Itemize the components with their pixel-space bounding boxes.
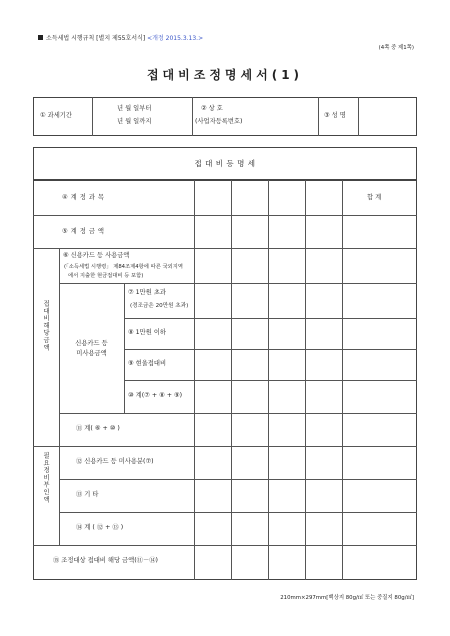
total-column-header: 합 계 <box>367 194 382 201</box>
card-unused-group-line1: 신용카드 등 <box>75 340 108 347</box>
name-label: ③ 성 명 <box>324 112 346 119</box>
page-count: (4쪽 중 제1쪽) <box>378 45 414 51</box>
business-number-label: (사업자등록번호) <box>195 118 243 125</box>
overseas-label: ⑨ 현울접대비 <box>128 360 167 367</box>
over-10k-label: ⑦ 1만원 초과 <box>128 289 166 296</box>
form-reference <box>38 35 203 42</box>
tax-year-label: ① 과세기간 <box>40 112 72 119</box>
card-unused-group-line2: 미사용금액 <box>76 350 107 357</box>
applicable-amount-side-label: 접대비해당금액 <box>42 300 49 352</box>
total-11-label: ⑪ 계( ⑥ + ⑩ ) <box>76 425 120 432</box>
account-title: ④ 계 정 과 목 <box>62 194 105 201</box>
card-usage-amount: ⑥ 신용카드 등 사용금액 <box>63 252 130 259</box>
subtotal-label: ⑩ 계(⑦ + ⑧ + ⑨) <box>128 392 183 399</box>
account-amount: ⑤ 계 정 금 액 <box>62 228 105 235</box>
card-unused-label: ⑫ 신용카드 등 미사용분(⑦) <box>76 458 154 465</box>
paper-spec-footer: 210mm×297mm[백상지 80g/㎡ 또는 중질지 80g/㎡] <box>280 595 414 601</box>
period-to[interactable]: 년 월 일까지 <box>117 118 152 125</box>
revision-date: <개정 2015.3.13.> <box>147 35 204 42</box>
section-title: 접 대 비 등 명 세 <box>194 159 256 168</box>
card-usage-note-2: 에서 지출한 현금접대비 등 포함) <box>68 273 144 279</box>
card-usage-note-1: (「소득세법 시행령」 제84조제4항에 따른 국외지역 <box>64 264 183 270</box>
form-ref-text: 소득세법 시행규칙 [별지 제55호서식] <box>46 35 146 42</box>
total-14-label: ⑭ 계 ( ⑫ + ⑬ ) <box>76 524 124 531</box>
over-10k-note: (경조금은 20만원 초과) <box>130 303 189 309</box>
adjusted-amount-label: ⑮ 조정대상 접대비 해당 금액(⑪－⑭) <box>53 557 159 564</box>
square-bullet-icon <box>38 35 43 40</box>
document-title: 접대비조정명세서(1) <box>146 68 304 82</box>
disallowed-expense-side-label: 필요경비부인액 <box>42 452 49 504</box>
other-label: ⑬ 기 타 <box>76 491 99 498</box>
under-10k-label: ⑧ 1만원 이하 <box>128 329 166 336</box>
period-from[interactable]: 년 월 일부터 <box>117 105 152 112</box>
trade-name-label: ② 상 호 <box>201 105 223 112</box>
info-table <box>33 97 417 136</box>
